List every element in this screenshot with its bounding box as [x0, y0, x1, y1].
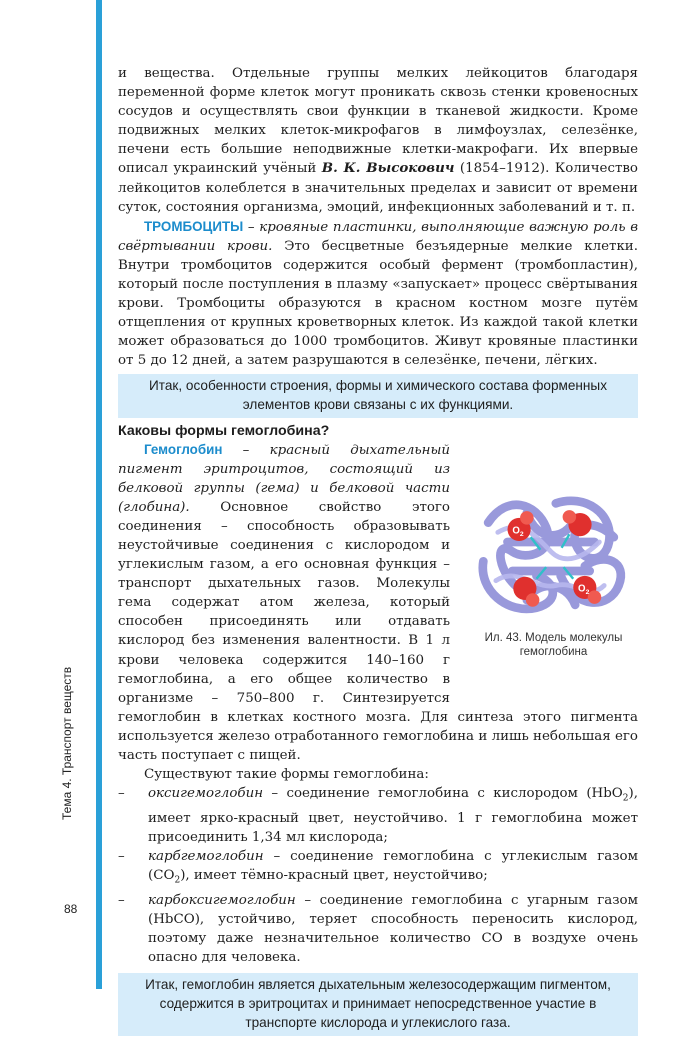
figure-hemoglobin — [466, 484, 641, 659]
sidebar-accent-bar — [96, 0, 102, 989]
list-item: – карбгемоглобин – соединение гемоглобина с углекислым газом $(CO_2)$, имеет тёмно-красный цвет, неустойчиво; — [118, 849, 638, 886]
forms-intro: Существуют такие формы гемоглобина: — [144, 767, 429, 783]
sidebar-margin — [0, 0, 72, 989]
list-item: – карбоксигемоглобин – соединение гемоглобина с угарным газом (HbCO), устойчиво, теряет способность переносить кислород, поэтому даже незначительное количество CO в воздухе очень опасно для человека. — [118, 893, 638, 966]
list-item: – оксигемоглобин – соединение гемоглобина с кислородом (HbO$_2$), имеет ярко-красный цвет, неустойчиво. 1 г гемоглобина может присоединить 1,34 мл кислорода; — [118, 786, 638, 846]
page-number: 88 — [64, 902, 78, 916]
summary-callout-1: Итак, особенности строения, формы и химического состава форменных элементов крови связаны с их функциями. — [118, 374, 638, 418]
chapter-label: Тема 4. Транспорт веществ — [60, 666, 74, 820]
paragraph-leukocytes: и вещества. Отдельные группы мелких лейкоцитов благодаря переменной форме клеток могут проникать сквозь стенки кровеносных сосудов и осуществлять свои функции в тканевой жидкости. Кроме подвижных мелких клеток-микрофагов в лимфоузлах, селезёнке, печени есть большие неподвижные клетки-макрофаги. Их впервые описал украинский учёный В. К. Высокович (1854–1912). Количество лейкоцитов колеблется в значительных пределах и зависит от времени суток, состояния организма, эмоций, инфекционных заболеваний и т. п. — [118, 66, 638, 215]
forms-list — [118, 784, 638, 967]
svg-text:O2: $O_2$ — [578, 583, 590, 597]
scientist-name: В. К. Высокович — [321, 160, 455, 177]
hemoglobin-definition: – красный дыхательный пигмент эритроцитов, состоящий из белковой группы (гема) и белковой части (глобина). — [118, 442, 450, 515]
term-platelets: ТРОМБОЦИТЫ — [144, 218, 244, 234]
section-heading: Каковы формы гемоглобина? — [118, 422, 330, 439]
hemoglobin-molecule-image — [466, 484, 636, 629]
svg-text:O2: $O_2$ — [512, 525, 524, 539]
paragraph-platelets: ТРОМБОЦИТЫ – кровяные пластинки, выполняющие важную роль в свёртывании крови. Это бесцветные безъядерные мелкие клетки. Внутри тромбоцитов содержится особый фермент (тромбопластин), который после поступления в плазму «запускает» процесс свёртывания крови. Тромбоциты образуются в красном костном мозге путём отщепления от крупных кроветворных клеток. Из каждой такой клетки может образоваться до 1000 тромбоцитов. Живут кровяные пластинки от 5 до 12 дней, а затем разрушаются в селезёнке, печени, лёгких. — [118, 218, 638, 369]
platelets-definition: – кровяные пластинки, выполняющие важную роль в свёртывании крови. — [118, 219, 638, 254]
summary-callout-2: Итак, гемоглобин является дыхательным железосодержащим пигментом, содержится в эритроцитах и принимает непосредственное участие в транспорте кислорода и углекислого газа. — [118, 973, 638, 1036]
figure-caption: Ил. 43. Модель молекулы гемоглобина — [484, 632, 623, 658]
term-hemoglobin: Гемоглобин — [144, 441, 223, 457]
paragraph-hemoglobin-intro: Гемоглобин – красный дыхательный пигмент эритроцитов, состоящий из белковой группы (гема) и белковой части (глобина). Основное свойство этого соединения – способность образовывать неустойчивые соединения с кислородом и углекислым газом, а его основная функция – транспорт дыхательных газов. Молекулы гема содержат атом железа, который способен присоединять или отдавать кислород без изменения валентности. В 1 л крови человека содержится 140–160 г гемоглобина, а его общее количество в организме – 750–800 г. Синтезируется гемоглобин в клетках костного мозга. Для синтеза этого пигмента используется железо отработанного гемоглобина и лишь небольшая его часть поступает с пищей. — [118, 441, 638, 763]
